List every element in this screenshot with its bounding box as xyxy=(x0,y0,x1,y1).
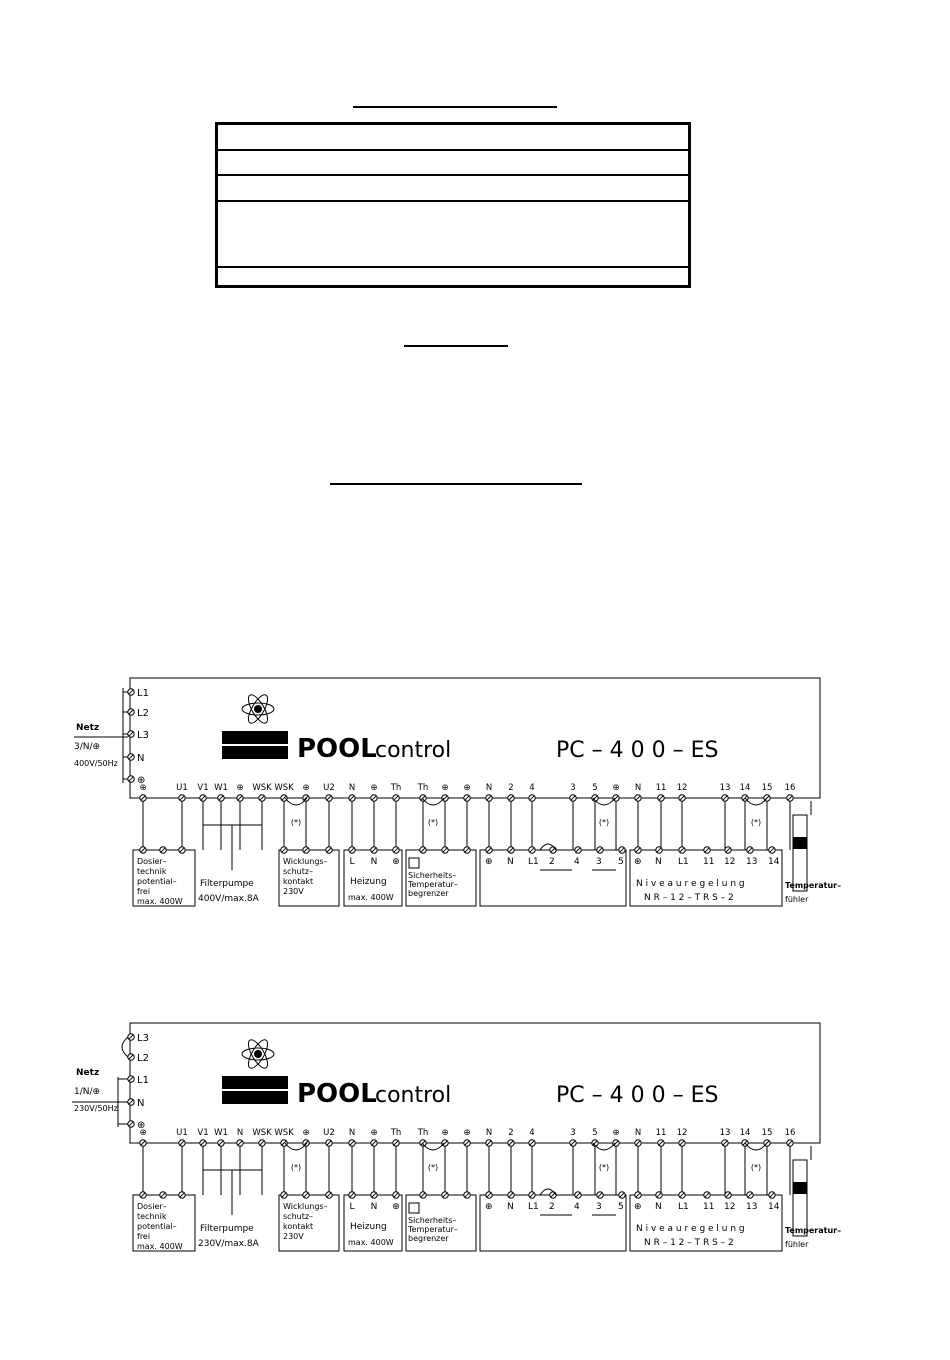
supply-spec: 3/N/⊕ xyxy=(74,742,101,752)
table-row xyxy=(218,200,688,268)
level-terminal-label: 14 xyxy=(768,857,780,867)
wiring-diagram-1phase xyxy=(0,1010,950,1270)
wsk-label: 230V xyxy=(283,1232,304,1241)
top-terminal-label: WSK xyxy=(274,783,294,793)
filter-spec: 230V/max.8A xyxy=(198,1239,259,1249)
filter-spec: 400V/max.8A xyxy=(198,894,259,904)
top-terminal-label: ⊕ xyxy=(302,783,310,793)
wsk-label: Wicklungs– xyxy=(283,1202,328,1211)
top-terminal-label: 15 xyxy=(761,783,773,793)
osf-logo-text: osf xyxy=(229,1074,281,1109)
relay-terminal-label: 4 xyxy=(574,857,580,867)
level-label: N i v e a u r e g e l u n g xyxy=(636,1224,745,1234)
level-model: N R – 1 2 – T R S – 2 xyxy=(644,893,734,903)
sensor-label: fühler xyxy=(785,895,809,904)
top-terminal-label: 5 xyxy=(592,1128,598,1138)
heater-terminal-label: ⊕ xyxy=(392,857,400,867)
level-terminal-label: 13 xyxy=(746,1202,758,1212)
wsk-label: kontakt xyxy=(283,1222,314,1231)
safety-label: Sicherheits– xyxy=(408,871,457,880)
thermostat-icon xyxy=(409,1203,419,1213)
top-terminal-label: WSK xyxy=(252,1128,272,1138)
table-row xyxy=(218,174,688,202)
fuse-mark: (*) xyxy=(290,1163,302,1172)
top-terminal-label: 16 xyxy=(784,1128,796,1138)
wsk-label: schutz– xyxy=(283,1212,314,1221)
top-terminal-label: Th xyxy=(417,1128,429,1138)
relay-terminal-label: 5 xyxy=(618,1202,624,1212)
level-terminal-label: 12 xyxy=(724,857,736,867)
thermostat-icon xyxy=(409,858,419,868)
fuse-mark: (*) xyxy=(427,818,439,827)
top-terminal-label: 5 xyxy=(592,783,598,793)
sensor-tip-icon xyxy=(793,837,807,849)
table-cell xyxy=(218,266,466,288)
top-terminal-label: U2 xyxy=(323,783,335,793)
safety-label: Sicherheits– xyxy=(408,1216,457,1225)
top-terminal-label: ⊕ xyxy=(139,783,147,793)
top-terminal-label: 14 xyxy=(739,783,751,793)
supply-terminal-label: L1 xyxy=(137,688,149,699)
top-terminal-label: 4 xyxy=(529,783,535,793)
top-terminal-label: 3 xyxy=(570,783,576,793)
top-terminal-label: V1 xyxy=(197,783,209,793)
table-cell xyxy=(456,149,698,174)
relay-terminal-label: N xyxy=(507,857,514,867)
level-terminal-label: N xyxy=(655,1202,662,1212)
fuse-mark: (*) xyxy=(598,1163,610,1172)
relay-terminal-label: 2 xyxy=(549,1202,555,1212)
level-model: N R – 1 2 – T R S – 2 xyxy=(644,1238,734,1248)
top-terminal-label: ⊕ xyxy=(302,1128,310,1138)
filter-label: Filterpumpe xyxy=(200,1224,254,1234)
safety-label: begrenzer xyxy=(408,889,449,898)
supply-frequency: 400V/50Hz xyxy=(74,759,118,768)
level-terminal-label: N xyxy=(655,857,662,867)
fuse-mark: (*) xyxy=(750,818,762,827)
top-terminal-label: N xyxy=(348,783,356,793)
sensor-label: fühler xyxy=(785,1240,809,1249)
dosing-label: max. 400W xyxy=(137,897,183,906)
supply-terminal-label: L3 xyxy=(137,1033,149,1044)
dosing-label: potential– xyxy=(137,877,177,886)
sensor-body xyxy=(793,1160,807,1236)
heading-rule-2 xyxy=(404,345,508,347)
top-terminal-label: N xyxy=(348,1128,356,1138)
top-terminal-label: 13 xyxy=(719,1128,731,1138)
supply-title: Netz xyxy=(76,1068,100,1078)
top-terminal-label: WSK xyxy=(274,1128,294,1138)
top-terminal-label: V1 xyxy=(197,1128,209,1138)
relay-terminal-label: 4 xyxy=(574,1202,580,1212)
relay-terminal-label: 2 xyxy=(549,857,555,867)
filter-label: Filterpumpe xyxy=(200,879,254,889)
top-terminal-label: Th xyxy=(390,783,402,793)
top-terminal-label: Th xyxy=(390,1128,402,1138)
wsk-label: Wicklungs– xyxy=(283,857,328,866)
sensor-body xyxy=(793,815,807,891)
level-terminal-label: ⊕ xyxy=(634,857,642,867)
dosing-label: Dosier– xyxy=(137,1202,167,1211)
top-terminal-label: 2 xyxy=(508,783,514,793)
heater-terminal-label: N xyxy=(370,857,378,867)
heater-terminal-label: L xyxy=(349,857,355,867)
table-cell xyxy=(456,125,698,149)
level-terminal-label: 11 xyxy=(703,1202,715,1212)
fuse-mark: (*) xyxy=(427,1163,439,1172)
level-terminal-label: 12 xyxy=(724,1202,736,1212)
supply-terminal-label: N xyxy=(137,1098,145,1109)
relay-terminal-label: ⊕ xyxy=(485,857,493,867)
supply-terminal-label: L3 xyxy=(137,730,149,741)
level-terminal-label: ⊕ xyxy=(634,1202,642,1212)
heading-rule-1 xyxy=(353,106,557,108)
table-cell xyxy=(218,200,466,266)
wsk-label: kontakt xyxy=(283,877,314,886)
top-terminal-label: W1 xyxy=(214,783,228,793)
safety-label: begrenzer xyxy=(408,1234,449,1243)
level-terminal-label: 13 xyxy=(746,857,758,867)
safety-label: Temperatur– xyxy=(408,1225,458,1234)
top-terminal-label: ⊕ xyxy=(441,783,449,793)
top-terminal-label: N xyxy=(634,783,642,793)
top-terminal-label: 4 xyxy=(529,1128,535,1138)
top-terminal-label: U1 xyxy=(176,1128,188,1138)
heater-spec: max. 400W xyxy=(348,893,394,902)
relay-terminal-label: L1 xyxy=(528,1202,539,1212)
top-terminal-label: ⊕ xyxy=(139,1128,147,1138)
top-terminal-label: ⊕ xyxy=(441,1128,449,1138)
wiring-diagram-3phase xyxy=(0,665,950,925)
top-terminal-label: 12 xyxy=(676,783,688,793)
level-label: N i v e a u r e g e l u n g xyxy=(636,879,745,889)
heater-terminal-label: L xyxy=(349,1202,355,1212)
top-terminal-label: W1 xyxy=(214,1128,228,1138)
dosing-label: potential– xyxy=(137,1222,177,1231)
top-terminal-label: ⊕ xyxy=(370,1128,378,1138)
table-row xyxy=(218,149,688,176)
level-terminal-label: 14 xyxy=(768,1202,780,1212)
table-row xyxy=(218,266,688,288)
top-terminal-label: Th xyxy=(417,783,429,793)
wsk-label: 230V xyxy=(283,887,304,896)
top-terminal-label: 3 xyxy=(570,1128,576,1138)
top-terminal-label: 16 xyxy=(784,783,796,793)
heater-spec: max. 400W xyxy=(348,1238,394,1247)
supply-title: Netz xyxy=(76,723,100,733)
relay-terminal-label: N xyxy=(507,1202,514,1212)
relay-terminal-label: L1 xyxy=(528,857,539,867)
pool-logo-text: POOL xyxy=(297,1079,377,1109)
top-terminal-label: U2 xyxy=(323,1128,335,1138)
dosing-label: technik xyxy=(137,867,167,876)
relay-terminal-label: 3 xyxy=(596,1202,602,1212)
relay-terminal-label: 5 xyxy=(618,857,624,867)
top-terminal-label: U1 xyxy=(176,783,188,793)
wsk-label: schutz– xyxy=(283,867,314,876)
control-logo-text: control xyxy=(375,1083,452,1108)
model-name: PC – 4 0 0 – ES xyxy=(556,1083,719,1108)
table-row xyxy=(218,125,688,151)
table-cell xyxy=(456,200,698,266)
supply-terminal-label: N xyxy=(137,753,145,764)
table-cell xyxy=(218,125,466,149)
top-terminal-label: 2 xyxy=(508,1128,514,1138)
heater-terminal-label: N xyxy=(370,1202,378,1212)
level-terminal-label: 11 xyxy=(703,857,715,867)
model-name: PC – 4 0 0 – ES xyxy=(556,738,719,763)
dosing-label: Dosier– xyxy=(137,857,167,866)
top-terminal-label: 13 xyxy=(719,783,731,793)
jumper-loop xyxy=(122,1037,128,1057)
heater-label: Heizung xyxy=(350,1222,387,1232)
sensor-label: Temperatur– xyxy=(785,1226,842,1235)
top-terminal-label: ⊕ xyxy=(612,1128,620,1138)
top-terminal-label: N xyxy=(485,783,493,793)
sensor-tip-icon xyxy=(793,1182,807,1194)
atom-nucleus xyxy=(254,705,262,713)
supply-frequency: 230V/50Hz xyxy=(74,1104,118,1113)
supply-terminal-label: L1 xyxy=(137,1075,149,1086)
table-cell xyxy=(218,174,466,200)
top-terminal-label: 15 xyxy=(761,1128,773,1138)
top-terminal-label: 14 xyxy=(739,1128,751,1138)
relay-terminal-label: 3 xyxy=(596,857,602,867)
spec-table xyxy=(215,122,691,288)
osf-logo-text: osf xyxy=(229,729,281,764)
top-terminal-label: ⊕ xyxy=(612,783,620,793)
table-cell xyxy=(218,149,466,174)
fuse-mark: (*) xyxy=(750,1163,762,1172)
table-cell xyxy=(456,266,698,288)
atom-nucleus xyxy=(254,1050,262,1058)
supply-terminal-label: ⊕ xyxy=(137,1120,146,1131)
table-cell xyxy=(456,174,698,200)
heater-terminal-label: ⊕ xyxy=(392,1202,400,1212)
level-terminal-label: L1 xyxy=(678,857,689,867)
top-terminal-label: N xyxy=(236,1128,244,1138)
dosing-label: technik xyxy=(137,1212,167,1221)
top-terminal-label: 12 xyxy=(676,1128,688,1138)
top-terminal-label: N xyxy=(634,1128,642,1138)
heading-rule-3 xyxy=(330,483,582,485)
top-terminal-label: 11 xyxy=(655,783,667,793)
level-terminal-label: L1 xyxy=(678,1202,689,1212)
heater-label: Heizung xyxy=(350,877,387,887)
top-terminal-label: 11 xyxy=(655,1128,667,1138)
pool-logo-text: POOL xyxy=(297,734,377,764)
supply-terminal-label: L2 xyxy=(137,708,149,719)
fuse-mark: (*) xyxy=(290,818,302,827)
top-terminal-label: ⊕ xyxy=(463,783,471,793)
supply-spec: 1/N/⊕ xyxy=(74,1087,101,1097)
dosing-label: max. 400W xyxy=(137,1242,183,1251)
top-terminal-label: N xyxy=(485,1128,493,1138)
supply-terminal-label: ⊕ xyxy=(137,775,146,786)
sensor-label: Temperatur– xyxy=(785,881,842,890)
dosing-label: frei xyxy=(137,887,151,896)
fuse-mark: (*) xyxy=(598,818,610,827)
top-terminal-label: ⊕ xyxy=(370,783,378,793)
top-terminal-label: WSK xyxy=(252,783,272,793)
supply-terminal-label: L2 xyxy=(137,1053,149,1064)
dosing-label: frei xyxy=(137,1232,151,1241)
control-logo-text: control xyxy=(375,738,452,763)
top-terminal-label: ⊕ xyxy=(463,1128,471,1138)
top-terminal-label: ⊕ xyxy=(236,783,244,793)
relay-terminal-label: ⊕ xyxy=(485,1202,493,1212)
safety-label: Temperatur– xyxy=(408,880,458,889)
